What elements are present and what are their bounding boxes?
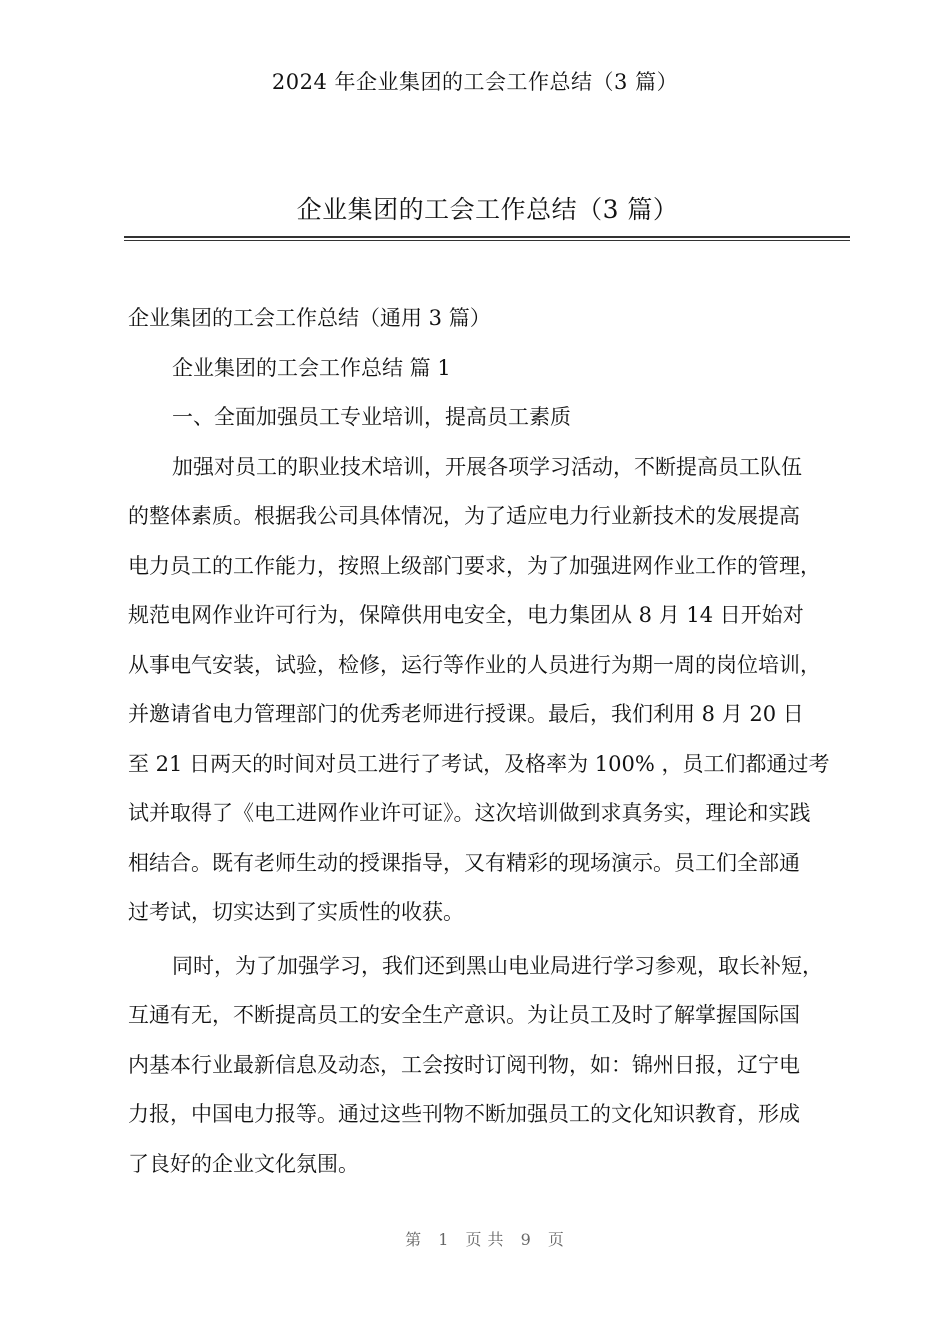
paragraph-line: 至 21 日两天的时间对员工进行了考试，及格率为 100% ，员工们都通过考 [128, 751, 830, 776]
paragraph-line: 力报，中国电力报等。通过这些刊物不断加强员工的文化知识教育，形成 [128, 1102, 800, 1126]
paragraph-1 [128, 443, 846, 938]
paragraph-line: 电力员工的工作能力，按照上级部门要求，为了加强进网作业工作的管理， [128, 553, 821, 578]
paragraph-line: 内基本行业最新信息及动态，工会按时订阅刊物，如：锦州日报，辽宁电 [128, 1052, 800, 1077]
running-header: 2024 年企业集团的工会工作总结（3 篇） [271, 70, 679, 94]
paragraph-2 [128, 942, 846, 1190]
page-number-footer: 第 1 页共 9 页 [405, 1230, 570, 1249]
document-body [128, 294, 846, 1189]
paragraph-line: 互通有无，不断提高员工的安全生产意识。为让员工及时了解掌握国际国 [128, 1003, 800, 1027]
section-title: 企业集团的工会工作总结 篇 1 [172, 355, 451, 380]
paragraph-line: 从事电气安装，试验，检修，运行等作业的人员进行为期一周的岗位培训， [128, 652, 821, 677]
document-subtitle: 企业集团的工会工作总结（通用 3 篇） [128, 306, 491, 330]
paragraph-line: 加强对员工的职业技术培训，开展各项学习活动，不断提高员工队伍 [172, 454, 802, 479]
section-heading: 一、全面加强员工专业培训，提高员工素质 [172, 405, 571, 429]
paragraph-line: 相结合。既有老师生动的授课指导，又有精彩的现场演示。员工们全部通 [128, 850, 800, 875]
paragraph-line: 规范电网作业许可行为，保障供用电安全，电力集团从 8 月 14 日开始对 [128, 603, 804, 627]
paragraph-line: 同时，为了加强学习，我们还到黑山电业局进行学习参观，取长补短， [172, 953, 823, 978]
paragraph-line: 试并取得了《电工进网作业许可证》。这次培训做到求真务实，理论和实践 [128, 801, 811, 825]
paragraph-line: 并邀请省电力管理部门的优秀老师进行授课。最后，我们利用 8 月 20 日 [128, 702, 804, 726]
paragraph-line: 了良好的企业文化氛围。 [128, 1151, 359, 1176]
paragraph-line: 的整体素质。根据我公司具体情况，为了适应电力行业新技术的发展提高 [128, 504, 800, 528]
document-title: 企业集团的工会工作总结（3 篇） [296, 195, 679, 224]
paragraph-line: 过考试，切实达到了实质性的收获。 [128, 900, 464, 924]
title-double-rule [124, 236, 850, 241]
